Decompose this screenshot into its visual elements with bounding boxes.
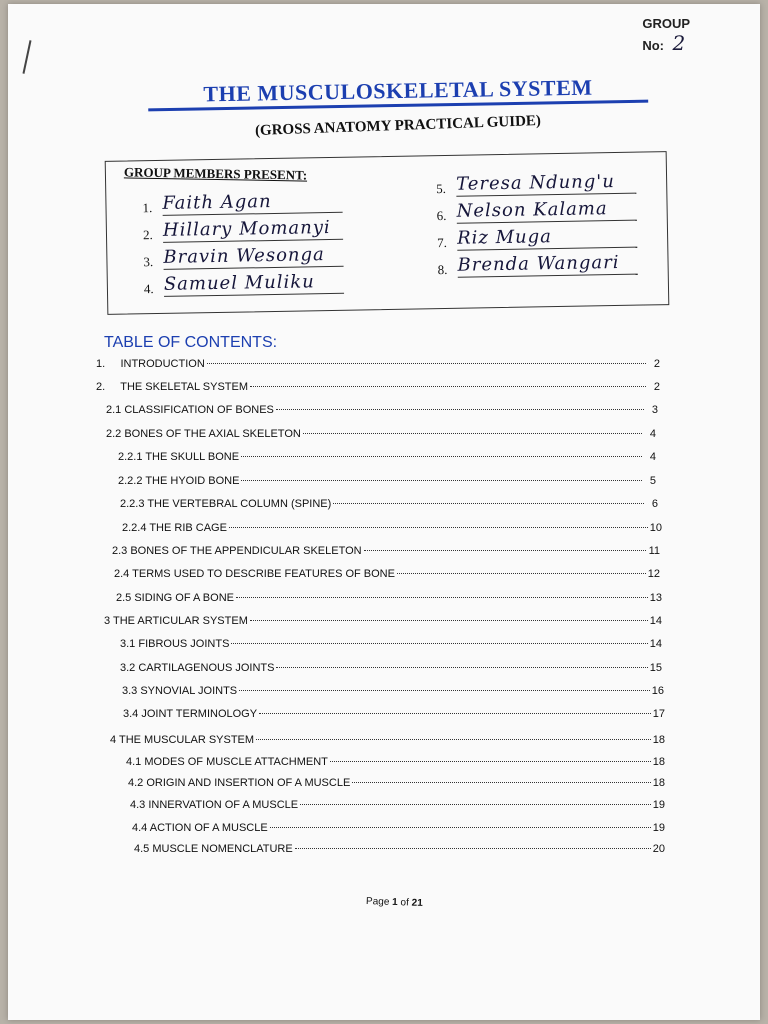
toc-leader-dots: [352, 782, 650, 783]
toc-leader-dots: [239, 690, 650, 691]
toc-leader-dots: [303, 433, 642, 434]
toc-entry: [128, 777, 665, 793]
member-name: Samuel Muliku: [164, 271, 344, 297]
document-subtitle: (GROSS ANATOMY PRACTICAL GUIDE): [254, 113, 542, 139]
footer-total-pages: 21: [411, 897, 423, 909]
toc-entry-page: 10: [649, 522, 662, 534]
toc-entry-page: 5: [649, 475, 656, 487]
toc-entry-page: 19: [652, 822, 665, 834]
footer-page-word: Page: [365, 896, 390, 908]
toc-leader-dots: [330, 761, 651, 762]
toc-leader-dots: [270, 827, 651, 828]
member-name: Brenda Wangari: [457, 252, 637, 278]
member-entry: [144, 267, 344, 297]
toc-entry-page: 15: [649, 662, 662, 674]
members-column-left: [142, 186, 344, 297]
toc-leader-dots: [333, 503, 644, 504]
member-entry: [437, 221, 637, 251]
member-number: 1.: [142, 200, 153, 216]
member-number: 6.: [436, 207, 447, 224]
toc-leader-dots: [207, 363, 646, 364]
member-entry: [436, 194, 636, 224]
toc-entry-label: 2.2.4 THE RIB CAGE: [122, 522, 227, 534]
members-heading: GROUP MEMBERS PRESENT:: [123, 164, 308, 183]
members-column-right: [436, 167, 638, 278]
toc-entry-label: 3.4 JOINT TERMINOLOGY: [123, 708, 258, 720]
toc-leader-dots: [397, 573, 646, 574]
group-number-box: [642, 16, 690, 55]
toc-entry-page: 4: [649, 428, 656, 440]
document-title: THE MUSCULOSKELETAL SYSTEM: [148, 74, 648, 112]
toc-leader-dots: [250, 386, 646, 387]
toc-heading: TABLE OF CONTENTS:: [104, 334, 278, 351]
toc-entry-label: 2.2.1 THE SKULL BONE: [118, 451, 240, 463]
toc-entry: [118, 451, 656, 467]
toc-leader-dots: [276, 409, 644, 410]
member-number: 5.: [436, 180, 447, 197]
toc-entry-label: 1. INTRODUCTION: [96, 358, 205, 370]
member-number: 7.: [437, 234, 448, 251]
toc-entry-label: 4 THE MUSCULAR SYSTEM: [110, 734, 255, 746]
toc-entry: [122, 522, 662, 538]
toc-entry-page: 14: [649, 615, 662, 627]
footer-of-word: of: [400, 897, 410, 909]
toc-entry: [120, 638, 662, 654]
document-page: [8, 4, 760, 1020]
member-entry: [143, 240, 343, 270]
toc-entry-label: 4.2 ORIGIN AND INSERTION OF A MUSCLE: [128, 777, 351, 789]
toc-leader-dots: [241, 480, 642, 481]
toc-entry-label: 3 THE ARTICULAR SYSTEM: [104, 615, 248, 627]
toc-entry-label: 3.1 FIBROUS JOINTS: [120, 638, 230, 650]
toc-entry-label: 4.4 ACTION OF A MUSCLE: [132, 822, 268, 834]
toc-entry: [123, 708, 665, 724]
toc-leader-dots: [259, 713, 651, 714]
member-entry: [142, 186, 342, 216]
member-number: 4.: [143, 281, 154, 297]
toc-leader-dots: [250, 620, 648, 621]
toc-leader-dots: [229, 527, 648, 528]
toc-entry-page: 12: [647, 568, 660, 580]
toc-entry-page: 2: [653, 381, 660, 393]
toc-entry-label: 2.3 BONES OF THE APPENDICULAR SKELETON: [112, 545, 362, 557]
toc-entry: [104, 615, 662, 631]
toc-entry-page: 18: [652, 734, 665, 746]
toc-entry: [114, 568, 660, 584]
toc-entry-page: 19: [652, 799, 665, 811]
toc-entry-page: 3: [651, 404, 658, 416]
toc-leader-dots: [276, 667, 647, 668]
toc-entry-label: 4.1 MODES OF MUSCLE ATTACHMENT: [126, 756, 328, 768]
member-name: Hillary Momanyi: [163, 217, 343, 243]
toc-entry-label: 2. THE SKELETAL SYSTEM: [96, 381, 249, 393]
toc-entry-page: 18: [652, 756, 665, 768]
toc-entry-page: 2: [653, 358, 660, 370]
toc-entry-page: 6: [651, 498, 658, 510]
toc-leader-dots: [364, 550, 646, 551]
toc-entry-label: 3.3 SYNOVIAL JOINTS: [122, 685, 238, 697]
toc-entry-page: 13: [649, 592, 662, 604]
toc-entry: [118, 475, 656, 491]
toc-leader-dots: [256, 739, 651, 740]
toc-entry: [120, 662, 662, 678]
toc-entry-page: 11: [648, 545, 660, 557]
toc-entry: [110, 734, 665, 750]
toc-entry-label: 3.2 CARTILAGENOUS JOINTS: [120, 662, 275, 674]
toc-entry: [116, 592, 662, 608]
toc-leader-dots: [236, 597, 648, 598]
member-name: Nelson Kalama: [456, 198, 636, 224]
member-number: 8.: [437, 261, 448, 278]
toc-leader-dots: [295, 848, 651, 849]
toc-leader-dots: [231, 643, 647, 644]
toc-entry: [122, 685, 664, 701]
member-number: 3.: [143, 254, 154, 270]
member-entry: [436, 167, 636, 197]
toc-entry: [112, 545, 660, 561]
toc-entry-page: 17: [652, 708, 665, 720]
member-number: 2.: [142, 227, 153, 243]
toc-entry: [106, 404, 658, 420]
toc-entry: [96, 358, 660, 374]
pen-stroke-mark: [22, 40, 31, 74]
footer-current-page: 1: [391, 896, 398, 909]
toc-entry-label: 2.4 TERMS USED TO DESCRIBE FEATURES OF BONE: [114, 568, 395, 580]
group-label: GROUP: [642, 16, 690, 31]
toc-entry-label: 4.5 MUSCLE NOMENCLATURE: [134, 843, 293, 855]
member-name: Bravin Wesonga: [163, 244, 343, 270]
toc-entry-label: 4.3 INNERVATION OF A MUSCLE: [130, 799, 299, 811]
toc-entry-page: 16: [651, 685, 664, 697]
toc-entry-label: 2.5 SIDING OF A BONE: [116, 592, 234, 604]
toc-entry-page: 4: [649, 451, 656, 463]
toc-entry-page: 18: [652, 777, 665, 789]
toc-entry: [132, 822, 665, 838]
toc-leader-dots: [300, 804, 651, 805]
group-members-box: [105, 151, 670, 315]
toc-entry-label: 2.2.3 THE VERTEBRAL COLUMN (SPINE): [120, 498, 332, 510]
member-name: Faith Agan: [162, 190, 342, 216]
toc-entry: [120, 498, 658, 514]
page-footer: [366, 896, 423, 909]
toc-entry: [96, 381, 660, 397]
toc-entry-page: 20: [652, 843, 665, 855]
toc-entry-page: 14: [649, 638, 662, 650]
member-entry: [437, 248, 637, 278]
toc-entry: [106, 428, 656, 444]
toc-entry: [130, 799, 665, 815]
member-name: Teresa Ndung'u: [456, 171, 636, 197]
group-number-value: 2: [672, 31, 686, 55]
group-no-label: No:: [642, 38, 664, 53]
toc-entry-label: 2.2 BONES OF THE AXIAL SKELETON: [106, 428, 301, 440]
toc-entry-label: 2.1 CLASSIFICATION OF BONES: [106, 404, 274, 416]
member-name: Riz Muga: [457, 225, 637, 251]
member-entry: [143, 213, 343, 243]
toc-entry-label: 2.2.2 THE HYOID BONE: [118, 475, 240, 487]
toc-entry: [134, 843, 665, 859]
toc-leader-dots: [241, 456, 642, 457]
toc-entry: [126, 756, 665, 772]
